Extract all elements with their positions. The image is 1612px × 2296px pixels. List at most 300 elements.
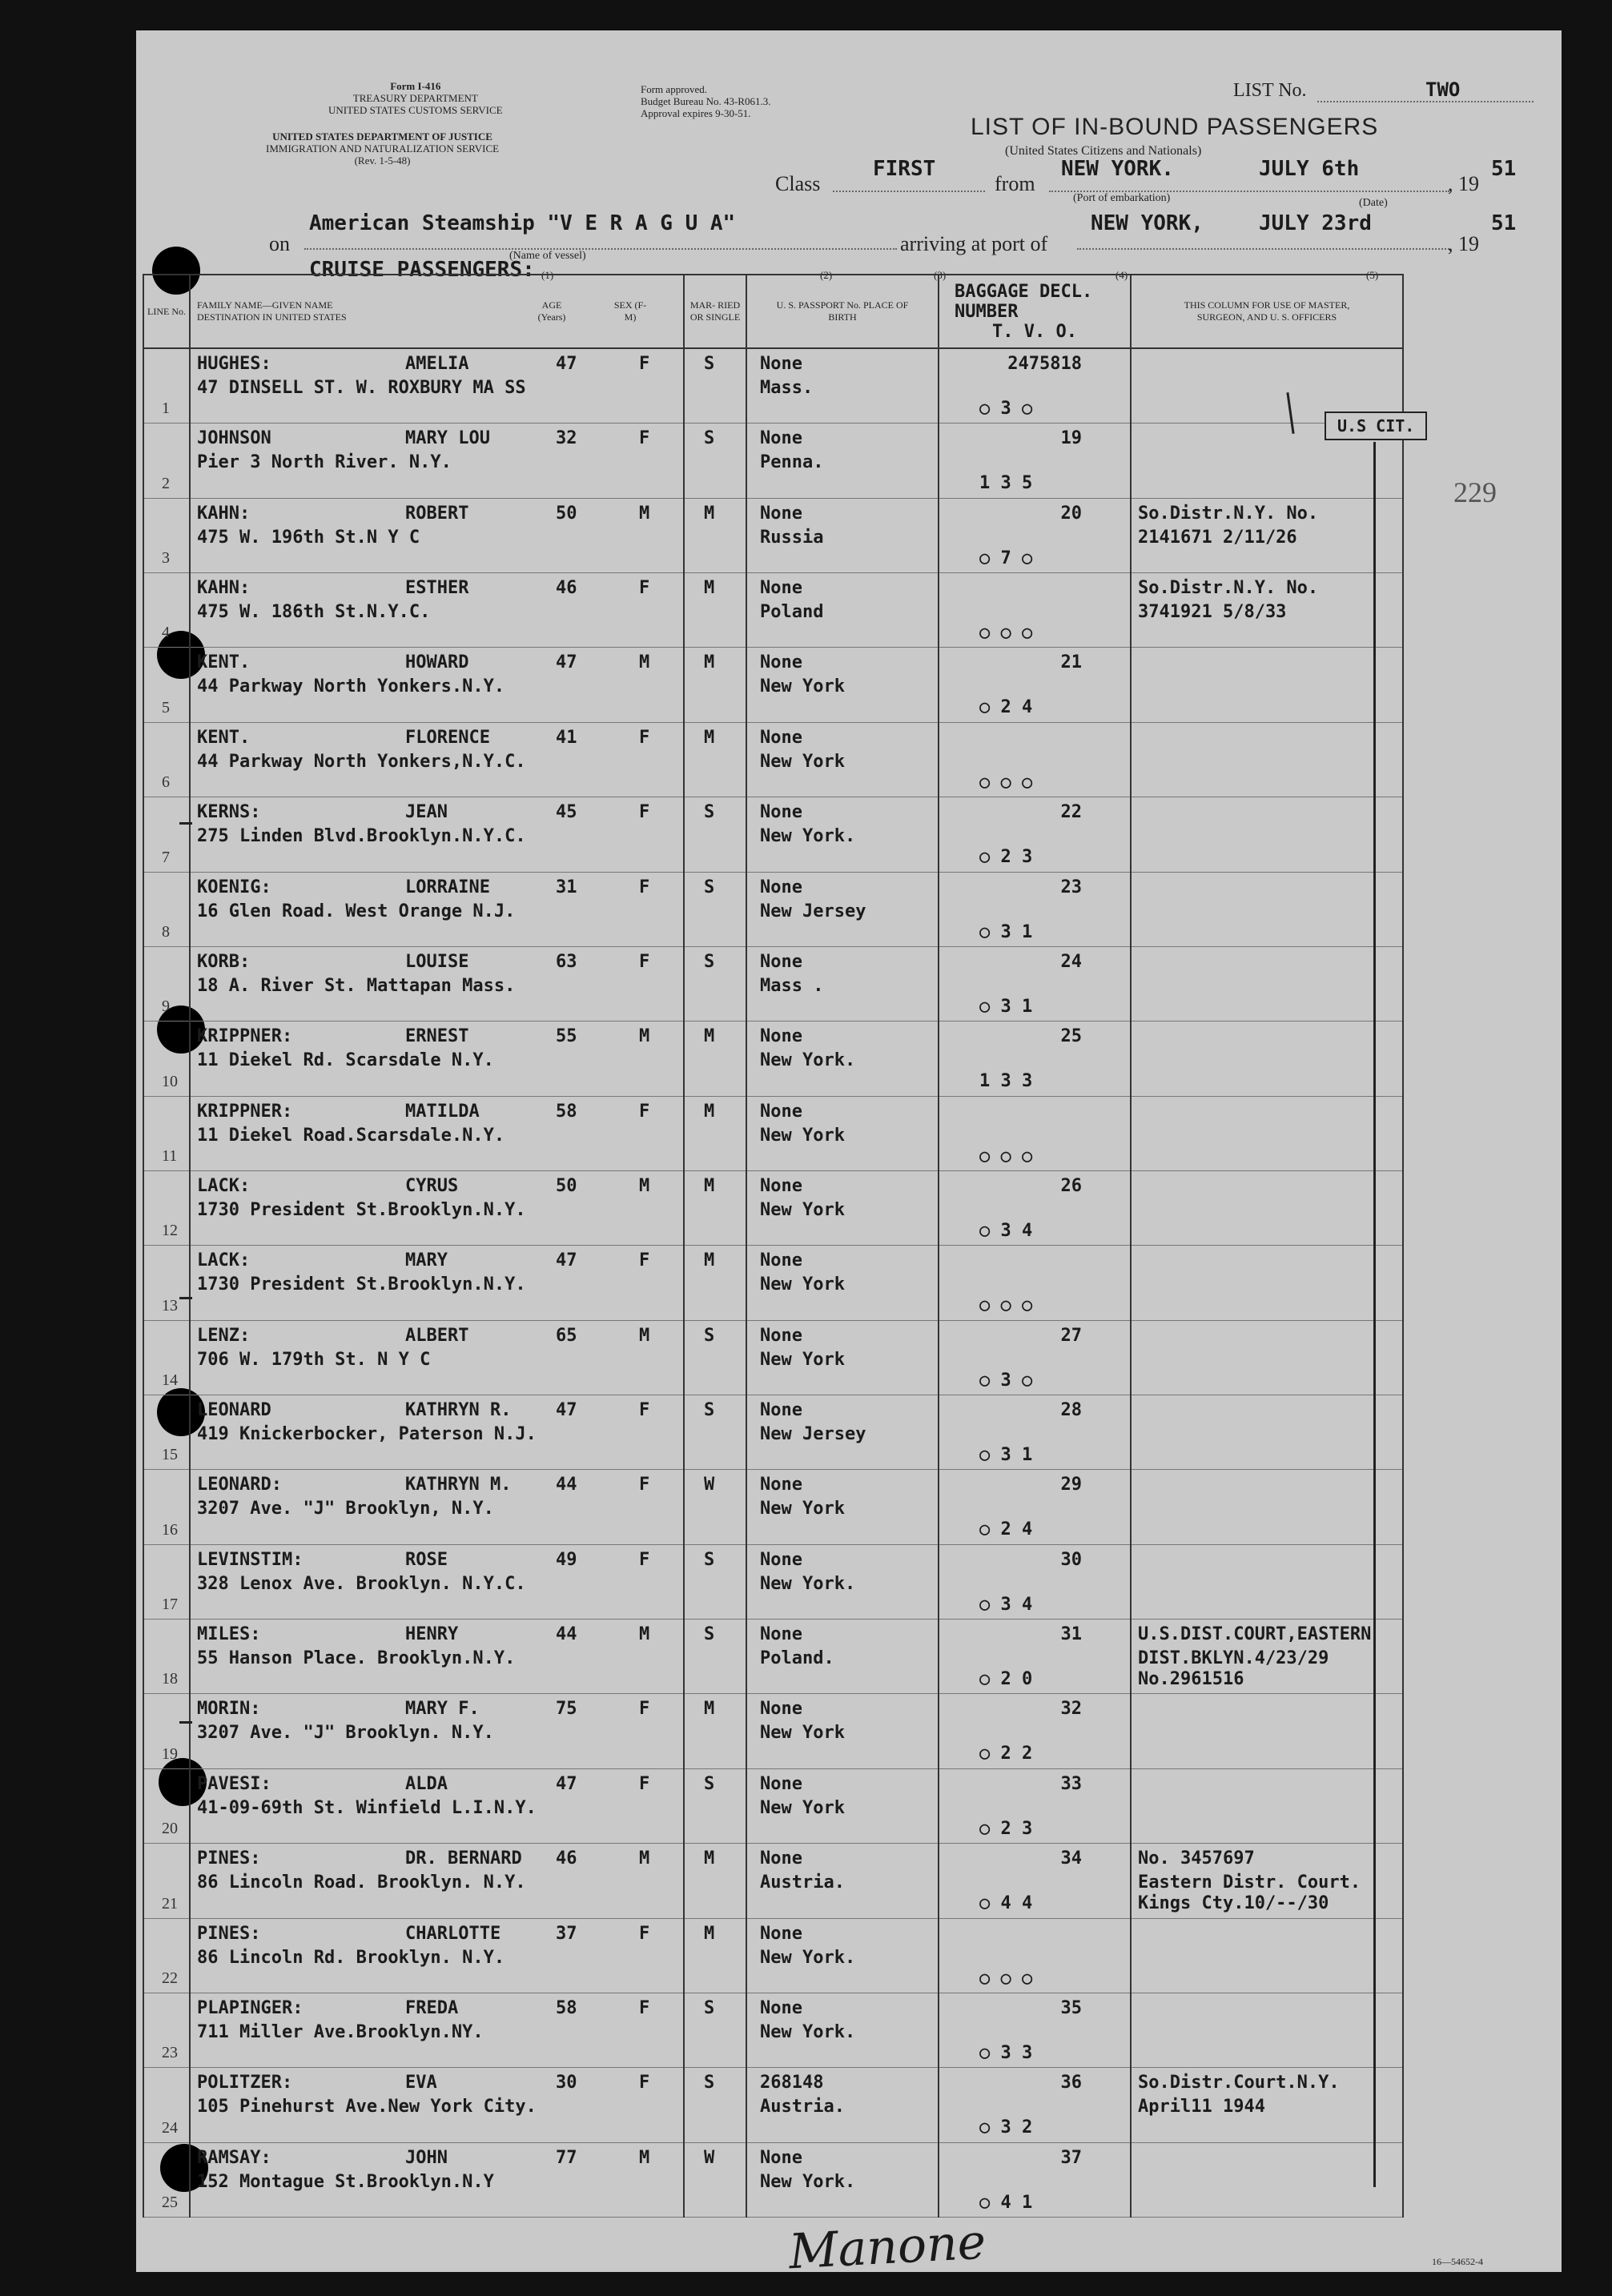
vessel-line bbox=[304, 248, 897, 250]
place-of-birth: New York. bbox=[760, 2021, 856, 2042]
baggage-cell bbox=[939, 1320, 1131, 1395]
destination: 86 Lincoln Rd. Brooklyn. N.Y. bbox=[197, 1947, 505, 1968]
name-cell bbox=[190, 722, 684, 797]
name-cell bbox=[190, 1395, 684, 1470]
given-name: KATHRYN M. bbox=[405, 1475, 512, 1495]
passport-number: None bbox=[760, 1250, 802, 1271]
passport-cell bbox=[746, 1918, 939, 1993]
tvo-counts: ○ 2 0 bbox=[979, 1669, 1033, 1690]
table-row bbox=[143, 1320, 1403, 1395]
passport-cell bbox=[746, 946, 939, 1021]
passport-number: None bbox=[760, 1026, 802, 1047]
margin-dash bbox=[179, 1721, 192, 1724]
tvo-counts: ○ 3 1 bbox=[979, 1445, 1033, 1466]
sex: F bbox=[639, 1997, 650, 2018]
name-cell bbox=[190, 872, 684, 946]
family-name: LACK: bbox=[197, 1250, 251, 1271]
destination: 11 Diekel Road.Scarsdale.N.Y. bbox=[197, 1125, 505, 1146]
passport-number: None bbox=[760, 1923, 802, 1944]
print-code: 16—54652-4 bbox=[1432, 2256, 1483, 2267]
destination: 1730 President St.Brooklyn.N.Y. bbox=[197, 1274, 526, 1295]
name-cell bbox=[190, 648, 684, 722]
age: 44 bbox=[556, 1624, 577, 1645]
given-name: LORRAINE bbox=[405, 877, 490, 897]
marital-status: S bbox=[704, 428, 715, 449]
baggage-cell bbox=[939, 648, 1131, 722]
from-year-prefix: , 19 bbox=[1448, 172, 1479, 195]
list-number-label: LIST No. bbox=[1233, 80, 1307, 101]
place-of-birth: Russia bbox=[760, 527, 824, 548]
family-name: KRIPPNER: bbox=[197, 1101, 293, 1122]
given-name: CHARLOTTE bbox=[405, 1923, 501, 1944]
line-number: 23 bbox=[162, 2044, 178, 2062]
passport-cell bbox=[746, 423, 939, 498]
line-number: 25 bbox=[162, 2194, 178, 2211]
naturalization-note-line3: No.2961516 bbox=[1138, 1669, 1244, 1690]
name-cell bbox=[190, 1320, 684, 1395]
marital-cell bbox=[684, 1993, 746, 2067]
officer-notes-cell bbox=[1131, 2142, 1403, 2217]
marital-cell bbox=[684, 573, 746, 648]
tvo-counts: ○ 3 4 bbox=[979, 1220, 1033, 1241]
place-of-birth: Mass. bbox=[760, 378, 814, 398]
port-embark-label: (Port of embarkation) bbox=[1073, 192, 1171, 204]
line-number-cell bbox=[143, 2068, 190, 2142]
sex: F bbox=[639, 2073, 650, 2093]
line-number: 4 bbox=[162, 624, 170, 642]
name-cell bbox=[190, 1620, 684, 1694]
line-number: 24 bbox=[162, 2118, 178, 2137]
baggage-decl-number: 27 bbox=[1060, 1325, 1082, 1346]
passport-number: None bbox=[760, 1624, 802, 1645]
page-title: LIST OF IN-BOUND PASSENGERS bbox=[971, 114, 1379, 140]
marital-status: S bbox=[704, 1624, 715, 1645]
place-of-birth: Mass . bbox=[760, 975, 824, 996]
name-cell bbox=[190, 1694, 684, 1768]
from-year: 51 bbox=[1491, 157, 1517, 181]
list-number-line bbox=[1317, 101, 1534, 102]
age: 46 bbox=[556, 1848, 577, 1869]
tvo-counts: 1 3 3 bbox=[979, 1071, 1033, 1092]
marital-cell bbox=[684, 1022, 746, 1096]
approval-line: Form approved. bbox=[641, 83, 708, 95]
name-cell bbox=[190, 1768, 684, 1843]
age: 58 bbox=[556, 1997, 577, 2018]
tvo-counts: ○ 3 1 bbox=[979, 921, 1033, 942]
baggage-cell bbox=[939, 1395, 1131, 1470]
header-officers: THIS COLUMN FOR USE OF MASTER, SURGEON, AND U. S. OFFICERS bbox=[1131, 275, 1403, 348]
column-number-5: (5) bbox=[1366, 269, 1379, 281]
us-citizen-stamp: U.S CIT. bbox=[1325, 411, 1427, 440]
given-name: KATHRYN R. bbox=[405, 1400, 512, 1421]
tvo-counts: ○ ○ ○ bbox=[979, 1146, 1033, 1166]
age: 30 bbox=[556, 2073, 577, 2093]
header-age: AGE (Years) bbox=[537, 299, 566, 323]
vessel-label: (Name of vessel) bbox=[509, 250, 586, 262]
line-number: 20 bbox=[162, 1820, 178, 1838]
passport-number: None bbox=[760, 1773, 802, 1794]
sex: F bbox=[639, 1101, 650, 1122]
baggage-decl-number: 23 bbox=[1060, 877, 1082, 897]
baggage-cell bbox=[939, 872, 1131, 946]
marital-status: M bbox=[704, 1699, 715, 1720]
family-name: KAHN: bbox=[197, 503, 251, 524]
table-row bbox=[143, 498, 1403, 572]
tvo-counts: ○ 2 3 bbox=[979, 847, 1033, 868]
baggage-decl-number: 30 bbox=[1060, 1549, 1082, 1570]
age: 55 bbox=[556, 1026, 577, 1047]
given-name: MARY LOU bbox=[405, 428, 490, 449]
marital-status: S bbox=[704, 1997, 715, 2018]
tvo-counts: ○ ○ ○ bbox=[979, 1968, 1033, 1989]
place-of-birth: New York. bbox=[760, 1947, 856, 1968]
on-label: on bbox=[269, 232, 290, 255]
name-cell bbox=[190, 1246, 684, 1320]
baggage-decl-number: 20 bbox=[1060, 503, 1082, 524]
approval-block bbox=[641, 83, 770, 119]
list-number-value: TWO bbox=[1425, 78, 1461, 101]
naturalization-note: So.Distr.N.Y. No. bbox=[1138, 578, 1319, 599]
place-of-birth: Austria. bbox=[760, 1873, 845, 1893]
passport-number: None bbox=[760, 1997, 802, 2018]
line-number-cell bbox=[143, 797, 190, 872]
from-label: from bbox=[995, 172, 1035, 195]
table-row bbox=[143, 573, 1403, 648]
naturalization-note: So.Distr.N.Y. No. bbox=[1138, 503, 1319, 524]
officer-notes-cell bbox=[1131, 498, 1403, 572]
table-row bbox=[143, 872, 1403, 946]
destination: 3207 Ave. "J" Brooklyn, N.Y. bbox=[197, 1499, 494, 1519]
tvo-counts: ○ 2 4 bbox=[979, 1519, 1033, 1540]
family-name: LEVINSTIM: bbox=[197, 1549, 304, 1570]
line-number: 13 bbox=[162, 1296, 178, 1315]
header-baggage-tvo: T. V. O. bbox=[992, 321, 1077, 342]
passport-cell bbox=[746, 498, 939, 572]
officer-notes-cell bbox=[1131, 1544, 1403, 1619]
given-name: JOHN bbox=[405, 2147, 448, 2168]
marital-cell bbox=[684, 1620, 746, 1694]
budget-bureau: Budget Bureau No. 43-R061.3. bbox=[641, 95, 771, 107]
marital-status: S bbox=[704, 802, 715, 823]
given-name: DR. BERNARD bbox=[405, 1848, 522, 1869]
table-row bbox=[143, 648, 1403, 722]
passport-cell bbox=[746, 2142, 939, 2217]
baggage-cell bbox=[939, 1993, 1131, 2067]
line-number-cell bbox=[143, 1320, 190, 1395]
passport-cell bbox=[746, 1170, 939, 1245]
marital-status: M bbox=[704, 1175, 715, 1196]
marital-cell bbox=[684, 498, 746, 572]
naturalization-note: U.S.DIST.COURT,EASTERN bbox=[1138, 1624, 1372, 1645]
sex: M bbox=[639, 2147, 650, 2168]
age: 47 bbox=[556, 1400, 577, 1421]
baggage-decl-number: 35 bbox=[1060, 1997, 1082, 2018]
line-number-cell bbox=[143, 348, 190, 423]
line-number: 6 bbox=[162, 773, 170, 792]
table-row bbox=[143, 1170, 1403, 1245]
baggage-cell bbox=[939, 498, 1131, 572]
place-of-birth: Austria. bbox=[760, 2097, 845, 2117]
tvo-counts: ○ 3 ○ bbox=[979, 1370, 1033, 1391]
baggage-decl-number: 19 bbox=[1060, 428, 1082, 449]
column-number-3: (3) bbox=[934, 269, 947, 281]
marital-status: M bbox=[704, 1923, 715, 1944]
given-name: ROBERT bbox=[405, 503, 469, 524]
name-cell bbox=[190, 1470, 684, 1544]
given-name: ROSE bbox=[405, 1549, 448, 1570]
marital-status: W bbox=[704, 1475, 715, 1495]
age: 31 bbox=[556, 877, 577, 897]
marital-status: M bbox=[704, 1026, 715, 1047]
line-number-cell bbox=[143, 423, 190, 498]
place-of-birth: New York bbox=[760, 676, 845, 697]
family-name: MORIN: bbox=[197, 1699, 261, 1720]
marital-cell bbox=[684, 2142, 746, 2217]
naturalization-note-line2: DIST.BKLYN.4/23/29 bbox=[1138, 1648, 1329, 1669]
table-row bbox=[143, 2068, 1403, 2142]
passport-number: None bbox=[760, 1400, 802, 1421]
age: 41 bbox=[556, 727, 577, 748]
destination: 11 Diekel Rd. Scarsdale N.Y. bbox=[197, 1050, 494, 1071]
age: 75 bbox=[556, 1699, 577, 1720]
passport-cell bbox=[746, 872, 939, 946]
name-cell bbox=[190, 1918, 684, 1993]
passport-cell bbox=[746, 1395, 939, 1470]
marital-cell bbox=[684, 1470, 746, 1544]
line-number-cell bbox=[143, 1096, 190, 1170]
vessel-name: American Steamship "V E R A G U A" bbox=[309, 211, 736, 235]
table-row bbox=[143, 1844, 1403, 1918]
destination: 44 Parkway North Yonkers.N.Y. bbox=[197, 676, 505, 697]
marital-cell bbox=[684, 648, 746, 722]
arrival-line bbox=[1077, 248, 1449, 250]
family-name: LEONARD bbox=[197, 1400, 271, 1421]
class-line bbox=[833, 191, 985, 192]
baggage-cell bbox=[939, 1096, 1131, 1170]
officer-notes-cell bbox=[1131, 1620, 1403, 1694]
sex: M bbox=[639, 1624, 650, 1645]
naturalization-note: So.Distr.Court.N.Y. bbox=[1138, 2073, 1340, 2093]
given-name: FREDA bbox=[405, 1997, 459, 2018]
form-agency-block bbox=[328, 80, 503, 116]
passport-cell bbox=[746, 1246, 939, 1320]
baggage-cell bbox=[939, 1022, 1131, 1096]
age: 32 bbox=[556, 428, 577, 449]
tvo-counts: ○ 3 ○ bbox=[979, 399, 1033, 419]
header-name-text: FAMILY NAME—GIVEN NAME DESTINATION IN UNITED STATES bbox=[197, 299, 347, 323]
line-number-cell bbox=[143, 722, 190, 797]
baggage-cell bbox=[939, 573, 1131, 648]
line-number: 1 bbox=[162, 399, 170, 418]
baggage-decl-number: 22 bbox=[1060, 802, 1082, 823]
marital-cell bbox=[684, 2068, 746, 2142]
line-number-cell bbox=[143, 1470, 190, 1544]
age: 47 bbox=[556, 354, 577, 374]
passport-number: None bbox=[760, 2147, 802, 2168]
header-baggage-typed: BAGGAGE DECL. NUMBER bbox=[955, 281, 1093, 322]
baggage-decl-number: 37 bbox=[1060, 2147, 1082, 2168]
column-number-4: (4) bbox=[1116, 269, 1128, 281]
destination: 3207 Ave. "J" Brooklyn. N.Y. bbox=[197, 1723, 494, 1744]
given-name: FLORENCE bbox=[405, 727, 490, 748]
passport-cell bbox=[746, 1320, 939, 1395]
given-name: ERNEST bbox=[405, 1026, 469, 1047]
line-number: 10 bbox=[162, 1072, 178, 1090]
naturalization-note-line2: 2141671 2/11/26 bbox=[1138, 527, 1297, 548]
line-number-cell bbox=[143, 1246, 190, 1320]
age: 47 bbox=[556, 1773, 577, 1794]
passport-cell bbox=[746, 1993, 939, 2067]
tvo-counts: ○ ○ ○ bbox=[979, 623, 1033, 644]
destination: 86 Lincoln Road. Brooklyn. N.Y. bbox=[197, 1873, 526, 1893]
marital-cell bbox=[684, 1844, 746, 1918]
marital-status: M bbox=[704, 1101, 715, 1122]
marital-cell bbox=[684, 1395, 746, 1470]
marital-status: S bbox=[704, 951, 715, 972]
from-port: NEW YORK. bbox=[1061, 157, 1174, 181]
marital-status: S bbox=[704, 1549, 715, 1570]
line-number: 2 bbox=[162, 474, 170, 492]
naturalization-note: No. 3457697 bbox=[1138, 1848, 1255, 1869]
given-name: MATILDA bbox=[405, 1101, 480, 1122]
given-name: AMELIA bbox=[405, 354, 469, 374]
passport-number: None bbox=[760, 503, 802, 524]
baggage-cell bbox=[939, 797, 1131, 872]
table-row bbox=[143, 722, 1403, 797]
table-row bbox=[143, 1096, 1403, 1170]
given-name: LOUISE bbox=[405, 951, 469, 972]
table-row bbox=[143, 1246, 1403, 1320]
destination: 475 W. 196th St.N Y C bbox=[197, 527, 420, 548]
table-row bbox=[143, 797, 1403, 872]
passport-cell bbox=[746, 1470, 939, 1544]
marital-cell bbox=[684, 1544, 746, 1619]
destination: 419 Knickerbocker, Paterson N.J. bbox=[197, 1424, 537, 1445]
tvo-counts: ○ 2 3 bbox=[979, 1818, 1033, 1839]
place-of-birth: New York bbox=[760, 1125, 845, 1146]
line-number: 15 bbox=[162, 1446, 178, 1464]
sex: F bbox=[639, 1475, 650, 1495]
destination: 275 Linden Blvd.Brooklyn.N.Y.C. bbox=[197, 826, 526, 847]
sex: F bbox=[639, 1773, 650, 1794]
family-name: PINES: bbox=[197, 1848, 261, 1869]
given-name: MARY bbox=[405, 1250, 448, 1271]
officer-notes-cell bbox=[1131, 946, 1403, 1021]
passport-number: None bbox=[760, 1699, 802, 1720]
name-cell bbox=[190, 348, 684, 423]
age: 49 bbox=[556, 1549, 577, 1570]
passport-number: None bbox=[760, 1475, 802, 1495]
name-cell bbox=[190, 1993, 684, 2067]
table-row bbox=[143, 2142, 1403, 2217]
sex: F bbox=[639, 802, 650, 823]
line-number: 8 bbox=[162, 922, 170, 941]
marital-status: M bbox=[704, 652, 715, 673]
marital-status: M bbox=[704, 503, 715, 524]
given-name: EVA bbox=[405, 2073, 437, 2093]
name-cell bbox=[190, 946, 684, 1021]
age: 47 bbox=[556, 1250, 577, 1271]
line-number: 14 bbox=[162, 1371, 178, 1390]
officer-notes-cell bbox=[1131, 1246, 1403, 1320]
passport-number: None bbox=[760, 354, 802, 374]
header-married: MAR- RIED OR SINGLE bbox=[684, 275, 746, 348]
passport-number: 268148 bbox=[760, 2073, 824, 2093]
table-row bbox=[143, 1022, 1403, 1096]
passport-cell bbox=[746, 573, 939, 648]
line-number-cell bbox=[143, 1694, 190, 1768]
destination: 55 Hanson Place. Brooklyn.N.Y. bbox=[197, 1648, 516, 1669]
naturalization-note-line2: April11 1944 bbox=[1138, 2097, 1265, 2117]
sex: M bbox=[639, 652, 650, 673]
place-of-birth: New York. bbox=[760, 1573, 856, 1594]
line-number: 9 bbox=[162, 997, 170, 1016]
line-number: 21 bbox=[162, 1894, 178, 1913]
passport-number: None bbox=[760, 1549, 802, 1570]
passport-cell bbox=[746, 1620, 939, 1694]
place-of-birth: New York bbox=[760, 1723, 845, 1744]
baggage-decl-number: 2475818 bbox=[1007, 354, 1082, 374]
name-cell bbox=[190, 1170, 684, 1245]
marital-cell bbox=[684, 722, 746, 797]
place-of-birth: New York bbox=[760, 1797, 845, 1818]
tvo-counts: ○ 3 4 bbox=[979, 1594, 1033, 1615]
passport-number: None bbox=[760, 652, 802, 673]
officer-notes-cell bbox=[1131, 2068, 1403, 2142]
baggage-cell bbox=[939, 2068, 1131, 2142]
destination: 711 Miller Ave.Brooklyn.NY. bbox=[197, 2021, 484, 2042]
marital-status: W bbox=[704, 2147, 715, 2168]
marital-cell bbox=[684, 1918, 746, 1993]
treasury-dept: TREASURY DEPARTMENT bbox=[352, 92, 478, 104]
margin-dash bbox=[179, 822, 192, 825]
passport-cell bbox=[746, 1544, 939, 1619]
baggage-decl-number: 24 bbox=[1060, 951, 1082, 972]
passenger-table bbox=[143, 274, 1404, 2218]
officer-notes-cell bbox=[1131, 573, 1403, 648]
destination: 41-09-69th St. Winfield L.I.N.Y. bbox=[197, 1797, 537, 1818]
line-number: 3 bbox=[162, 549, 170, 568]
arrival-year-prefix: , 19 bbox=[1448, 232, 1479, 255]
line-number: 22 bbox=[162, 1969, 178, 1987]
officer-notes-cell bbox=[1131, 872, 1403, 946]
destination: 152 Montague St.Brooklyn.N.Y bbox=[197, 2171, 494, 2192]
name-cell bbox=[190, 2068, 684, 2142]
place-of-birth: Penna. bbox=[760, 452, 824, 473]
page-subtitle: (United States Citizens and Nationals) bbox=[1005, 144, 1202, 158]
baggage-decl-number: 31 bbox=[1060, 1624, 1082, 1645]
sex: F bbox=[639, 877, 650, 897]
tvo-counts: ○ 4 1 bbox=[979, 2192, 1033, 2213]
table-row bbox=[143, 1918, 1403, 1993]
line-number-cell bbox=[143, 1993, 190, 2067]
marital-cell bbox=[684, 1694, 746, 1768]
line-number-cell bbox=[143, 1395, 190, 1470]
family-name: PLAPINGER: bbox=[197, 1997, 304, 2018]
age: 50 bbox=[556, 1175, 577, 1196]
marital-cell bbox=[684, 1768, 746, 1843]
name-cell bbox=[190, 1544, 684, 1619]
baggage-decl-number: 36 bbox=[1060, 2073, 1082, 2093]
line-number-cell bbox=[143, 2142, 190, 2217]
baggage-cell bbox=[939, 1620, 1131, 1694]
name-cell bbox=[190, 1844, 684, 1918]
family-name: KORB: bbox=[197, 951, 251, 972]
passport-number: None bbox=[760, 802, 802, 823]
marital-cell bbox=[684, 1320, 746, 1395]
us-citizen-bracket-line bbox=[1373, 442, 1376, 2187]
baggage-cell bbox=[939, 1694, 1131, 1768]
